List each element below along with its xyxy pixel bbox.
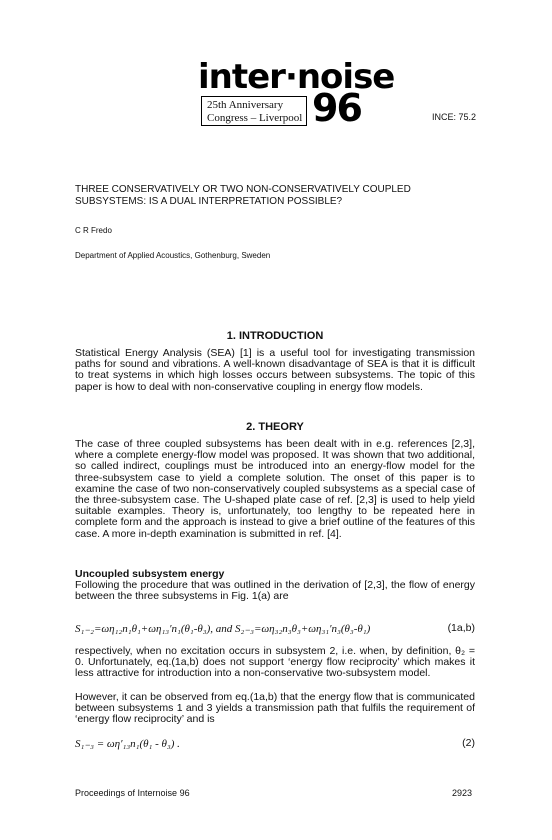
introduction-paragraph: Statistical Energy Analysis (SEA) [1] is a useful tool for investigating transmission paths for sound and vibrations. A well-known disadvantage of SEA is that it is difficult to treat systems in which high losses occurs between subsystems. The topic of this paper is how to deal with non-conservative coupling in energy flow models. xyxy=(75,347,475,393)
theory-paragraph: The case of three coupled subsystems has been dealt with in e.g. references [2,3], where a complete energy-flow model was proposed. It was shown that two additional, so called indirect, couplings must be introduced into an energy-flow model for the three-subsystem case to yield a complete solution. The onset of this paper is to examine the case of two non-conservatively coupled subsystems as a special case of the three-subsystem case. The U-shaped plate case of ref. [2,3] is used to help yield suitable examples. Theory is, unfortunately, too lengthy to be repeated here in complete form and the approach is instead to give a brief outline of the features of this case. A more in-depth examination is submitted in ref. [4]. xyxy=(75,438,475,540)
equation-1-body: S₁₋₂=ωη₁₂n₁θ₁+ωη₁₃′n₁(θ₁-θ₃), and S₂₋₃=ωη₃₂n₃θ₃+ωη₃₁′n₃(θ₃-θ₁) xyxy=(75,623,371,635)
conference-logo-box xyxy=(201,96,307,126)
section-heading-theory: 2. THEORY xyxy=(246,421,304,433)
page-number: 2923 xyxy=(452,788,473,798)
author: C R Fredo xyxy=(75,226,112,235)
uncoupled-paragraph: Following the procedure that was outlined in the derivation of [2,3], the flow of energy between the three subsystems in Fig. 1(a) are xyxy=(75,579,475,603)
after-equation-paragraph: respectively, when no excitation occurs in subsystem 2, i.e. when, by definition, θ₂ = 0. Unfortunately, eq.(1a,b) does not support ‘energy flow reciprocity’ which makes it less attractive for introduction into a non-conservative two-subsystem model. xyxy=(75,645,475,680)
section-heading-introduction: 1. INTRODUCTION xyxy=(226,330,324,342)
paper-title xyxy=(75,184,495,208)
equation-2 xyxy=(75,737,475,750)
paper-code: INCE: 75.2 xyxy=(432,112,477,122)
conference-logo-wordmark: inter·noise xyxy=(198,57,395,97)
equation-1-number: (1a,b) xyxy=(447,622,475,634)
title-line-2: SUBSYSTEMS: IS A DUAL INTERPRETATION POSSIBLE? xyxy=(75,196,343,207)
equation-1 xyxy=(75,622,475,635)
conference-logo-year: 96 xyxy=(312,86,361,130)
title-line-1: THREE CONSERVATIVELY OR TWO NON-CONSERVATIVELY COUPLED xyxy=(75,184,411,195)
equation-2-number: (2) xyxy=(462,737,475,749)
affiliation: Department of Applied Acoustics, Gothenburg, Sweden xyxy=(75,251,271,260)
equation-2-body: S₁₋₃ = ωη′₁₃n₁(θ₁ - θ₃) . xyxy=(75,738,180,750)
however-paragraph: However, it can be observed from eq.(1a,b) that the energy flow that is communicated between subsystems 1 and 3 yields a transmission path that fulfils the requirement of ‘energy flow reciprocity’ and is xyxy=(75,691,475,726)
logo-box-line1: 25th Anniversary xyxy=(207,99,284,111)
logo-box-line2: Congress – Liverpool xyxy=(207,112,303,124)
footer-proceedings: Proceedings of Internoise 96 xyxy=(75,788,190,798)
subsection-heading: Uncoupled subsystem energy xyxy=(75,568,225,580)
